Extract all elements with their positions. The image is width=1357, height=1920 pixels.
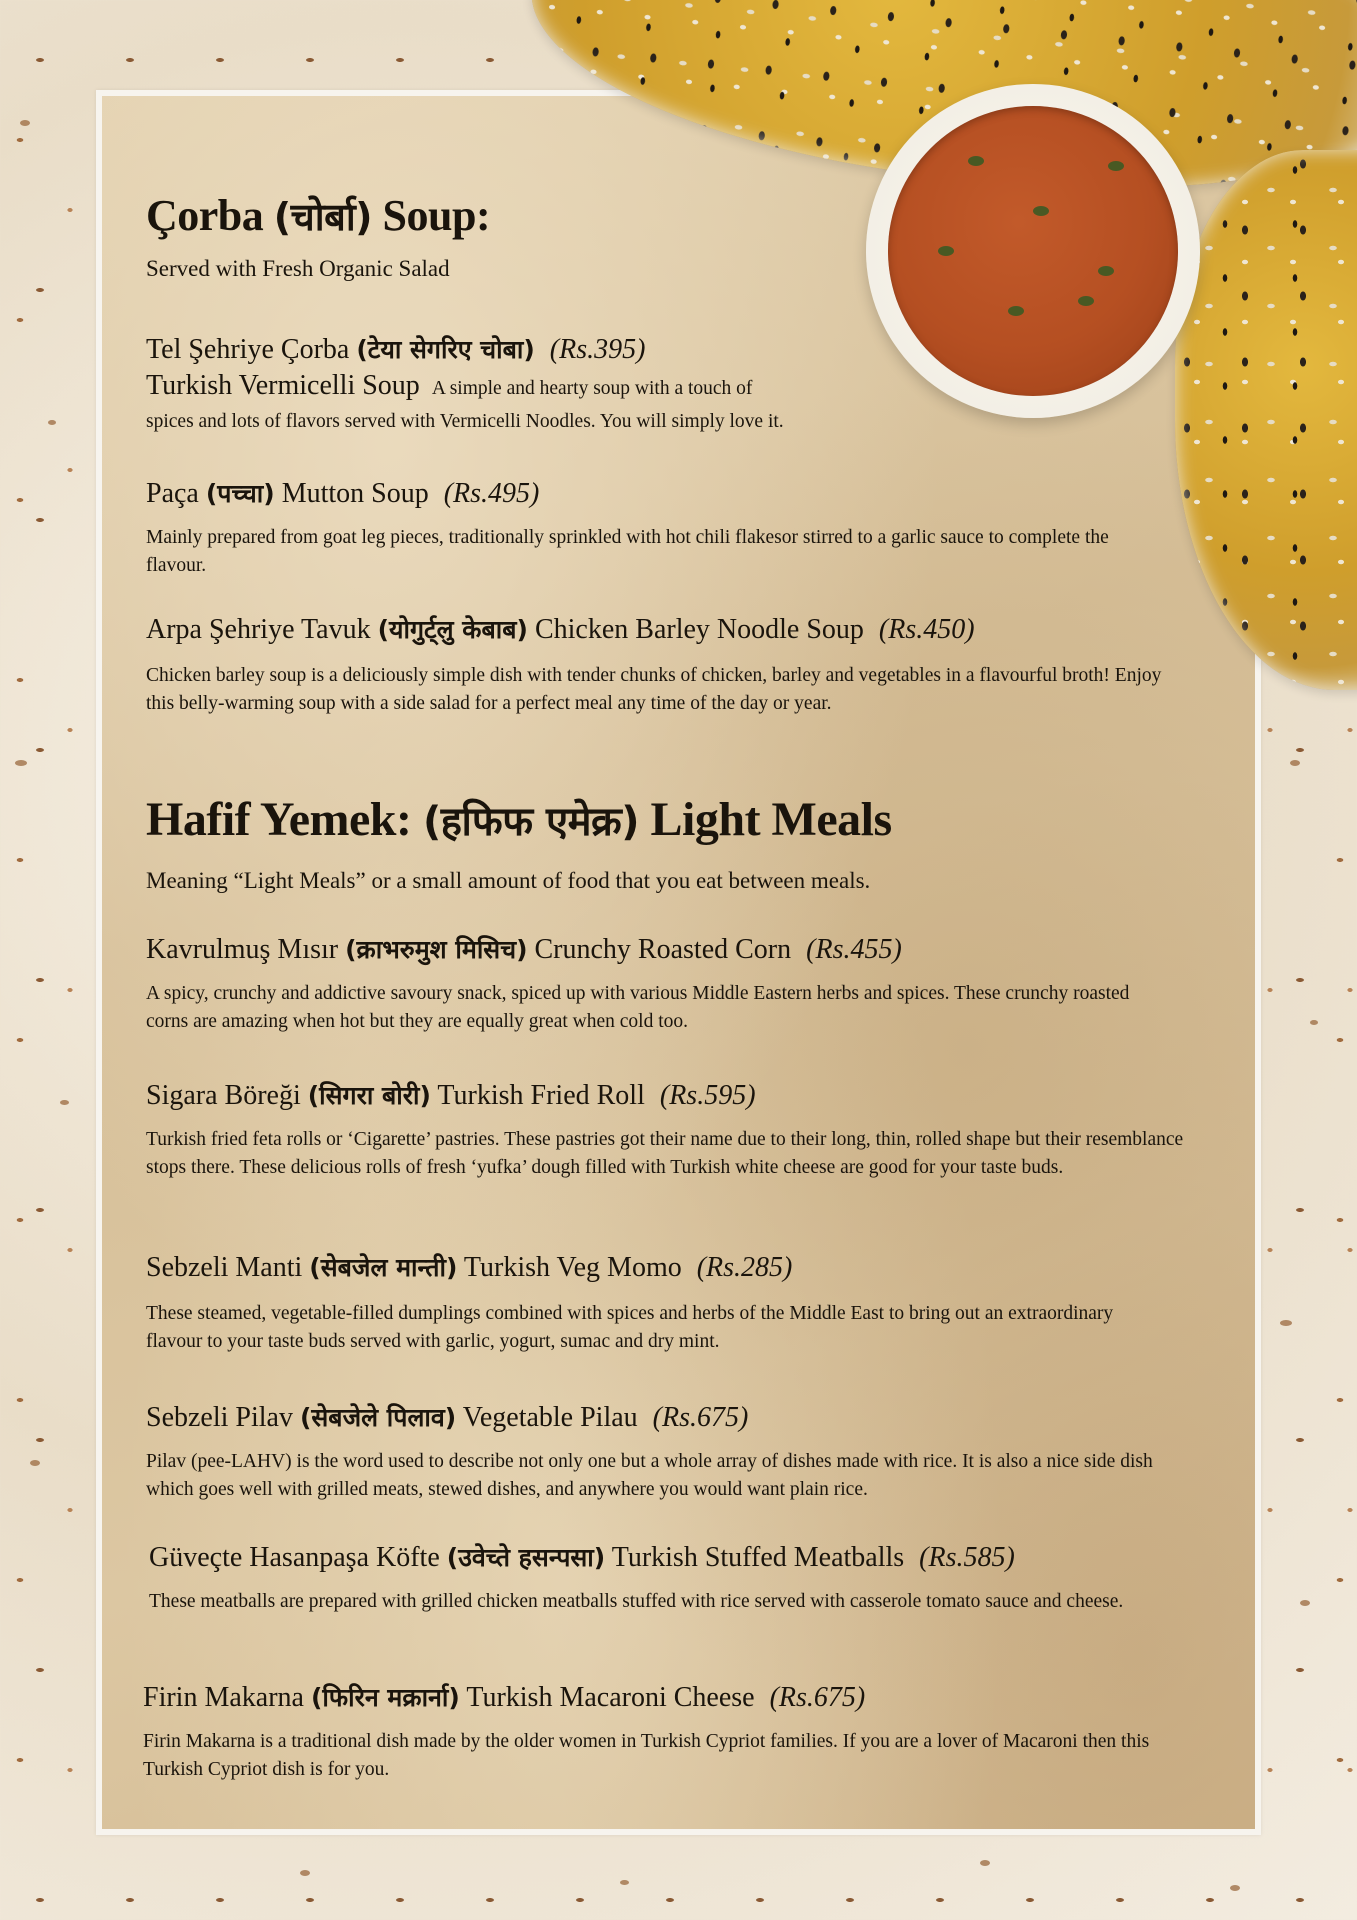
- item-description: These meatballs are prepared with grilled chicken meatballs stuffed with rice served with casserole tomato sauce and cheese.: [149, 1591, 1124, 1612]
- item-price: (Rs.595): [659, 1080, 756, 1111]
- item-description: Turkish fried feta rolls or ‘Cigarette’ pastries. These pastries got their name due to their long, thin, rolled shape but their resemblance stops there. These delicious rolls of fresh ‘yufka’ dough filled with Turkish white cheese are good for your taste buds.: [146, 1129, 1184, 1178]
- item-name-local: (योगुर्ट्लु केबाब): [377, 615, 528, 644]
- item-price: (Rs.675): [769, 1682, 866, 1713]
- item-price: (Rs.285): [696, 1252, 793, 1283]
- item-name-tr: Firin Makarna: [143, 1682, 304, 1713]
- section-title-soup: [146, 190, 490, 242]
- item-name-tr: Güveçte Hasanpaşa Köfte: [149, 1542, 440, 1573]
- item-description: A spicy, crunchy and addictive savoury snack, spiced up with various Middle Eastern herbs and spices. These crunchy roasted corns are amazing when hot but they are equally great when cold too.: [146, 983, 1130, 1032]
- item-name-local: (उवेच्ते हसन्पसा): [446, 1543, 606, 1572]
- item-description: spices and lots of flavors served with Vermicelli Noodles. You will simply love it.: [146, 411, 784, 432]
- menu-item-title: [146, 476, 539, 510]
- item-price: (Rs.675): [652, 1402, 749, 1433]
- item-name-local: (सिगरा बोरी): [307, 1081, 431, 1110]
- item-name-tr: Sebzeli Manti: [146, 1252, 303, 1283]
- item-name-tr: Kavrulmuş Mısır: [146, 934, 339, 965]
- section-title-local: (हफिफ एमेक्र): [422, 799, 640, 845]
- item-name-en: Turkish Vermicelli Soup: [146, 370, 420, 401]
- menu-item-title: [146, 1250, 792, 1284]
- menu-item-title: [146, 612, 975, 646]
- item-description: Pilav (pee-LAHV) is the word used to describe not only one but a whole array of dishes made with rice. It is also a nice side dish which goes well with grilled meats, stewed dishes, and anywhere you would want plain rice.: [146, 1451, 1153, 1500]
- section-title-tr: Çorba: [146, 191, 264, 240]
- menu-item-subtitle-row: [146, 370, 752, 402]
- section-title-local: (चोर्बा): [273, 195, 373, 239]
- item-name-local: (क्राभरुमुश मिसिच): [345, 935, 528, 964]
- item-name-local: (टेया सेगरिए चोबा): [356, 335, 535, 364]
- item-name-en: Turkish Stuffed Meatballs: [611, 1542, 905, 1573]
- section-title-light-meals: [146, 792, 892, 847]
- item-name-local: (पच्चा): [205, 479, 275, 508]
- item-name-en: Vegetable Pilau: [462, 1402, 638, 1433]
- item-description: Chicken barley soup is a deliciously simple dish with tender chunks of chicken, barley and vegetables in a flavourful broth! Enjoy this belly-warming soup with a side salad for a perfect meal any time of the day or year.: [146, 665, 1162, 714]
- item-name-local: (फिरिन मक्रार्ना): [310, 1683, 460, 1712]
- menu-item-title: [146, 332, 645, 366]
- item-price: (Rs.395): [549, 334, 646, 365]
- item-name-local: (सेबजेल मान्ती): [309, 1253, 458, 1282]
- item-name-tr: Tel Şehriye Çorba: [146, 334, 350, 365]
- item-price: (Rs.455): [806, 934, 902, 965]
- item-description: Firin Makarna is a traditional dish made by the older women in Turkish Cypriot families. If you are a lover of Macaroni then this Turkish Cypriot dish is for you.: [143, 1731, 1150, 1780]
- item-price: (Rs.585): [919, 1542, 1015, 1573]
- item-name-en: Turkish Fried Roll: [437, 1080, 645, 1111]
- item-price: (Rs.450): [878, 614, 975, 645]
- menu-item-title: [146, 932, 902, 966]
- item-name-tr: Sigara Böreği: [146, 1080, 301, 1111]
- menu-item-title: [146, 1400, 748, 1434]
- menu-item-title: [146, 1078, 756, 1112]
- section-subtitle: Meaning “Light Meals” or a small amount of food that you eat between meals.: [146, 868, 871, 893]
- item-name-en: Mutton Soup: [281, 478, 429, 509]
- item-name-tr: Sebzeli Pilav: [146, 1402, 293, 1433]
- item-description: Mainly prepared from goat leg pieces, traditionally sprinkled with hot chili flakesor stirred to a garlic sauce to complete the flavour.: [146, 527, 1109, 576]
- section-title-en: Light Meals: [650, 793, 892, 846]
- item-description: These steamed, vegetable-filled dumplings combined with spices and herbs of the Middle East to bring out an extraordinary flavour to your taste buds served with garlic, yogurt, sumac and dry mint.: [146, 1303, 1114, 1352]
- menu-item-title: [149, 1540, 1015, 1574]
- item-name-en: Chicken Barley Noodle Soup: [534, 614, 864, 645]
- item-name-en: Crunchy Roasted Corn: [534, 934, 792, 965]
- menu-item-title: [143, 1680, 865, 1714]
- item-price: (Rs.495): [443, 478, 540, 509]
- section-subtitle: Served with Fresh Organic Salad: [146, 256, 450, 281]
- item-name-tr: Arpa Şehriye Tavuk: [146, 614, 371, 645]
- item-name-tr: Paça: [146, 478, 199, 509]
- item-name-en: Turkish Macaroni Cheese: [466, 1682, 755, 1713]
- soup-image: [888, 106, 1178, 396]
- section-title-en: Soup:: [382, 191, 491, 240]
- section-title-tr: Hafif Yemek:: [146, 793, 412, 846]
- item-description-inline: A simple and hearty soup with a touch of: [431, 378, 753, 399]
- item-name-en: Turkish Veg Momo: [463, 1252, 682, 1283]
- soup-bowl-image: [866, 84, 1200, 418]
- item-name-local: (सेबजेले पिलाव): [299, 1403, 457, 1432]
